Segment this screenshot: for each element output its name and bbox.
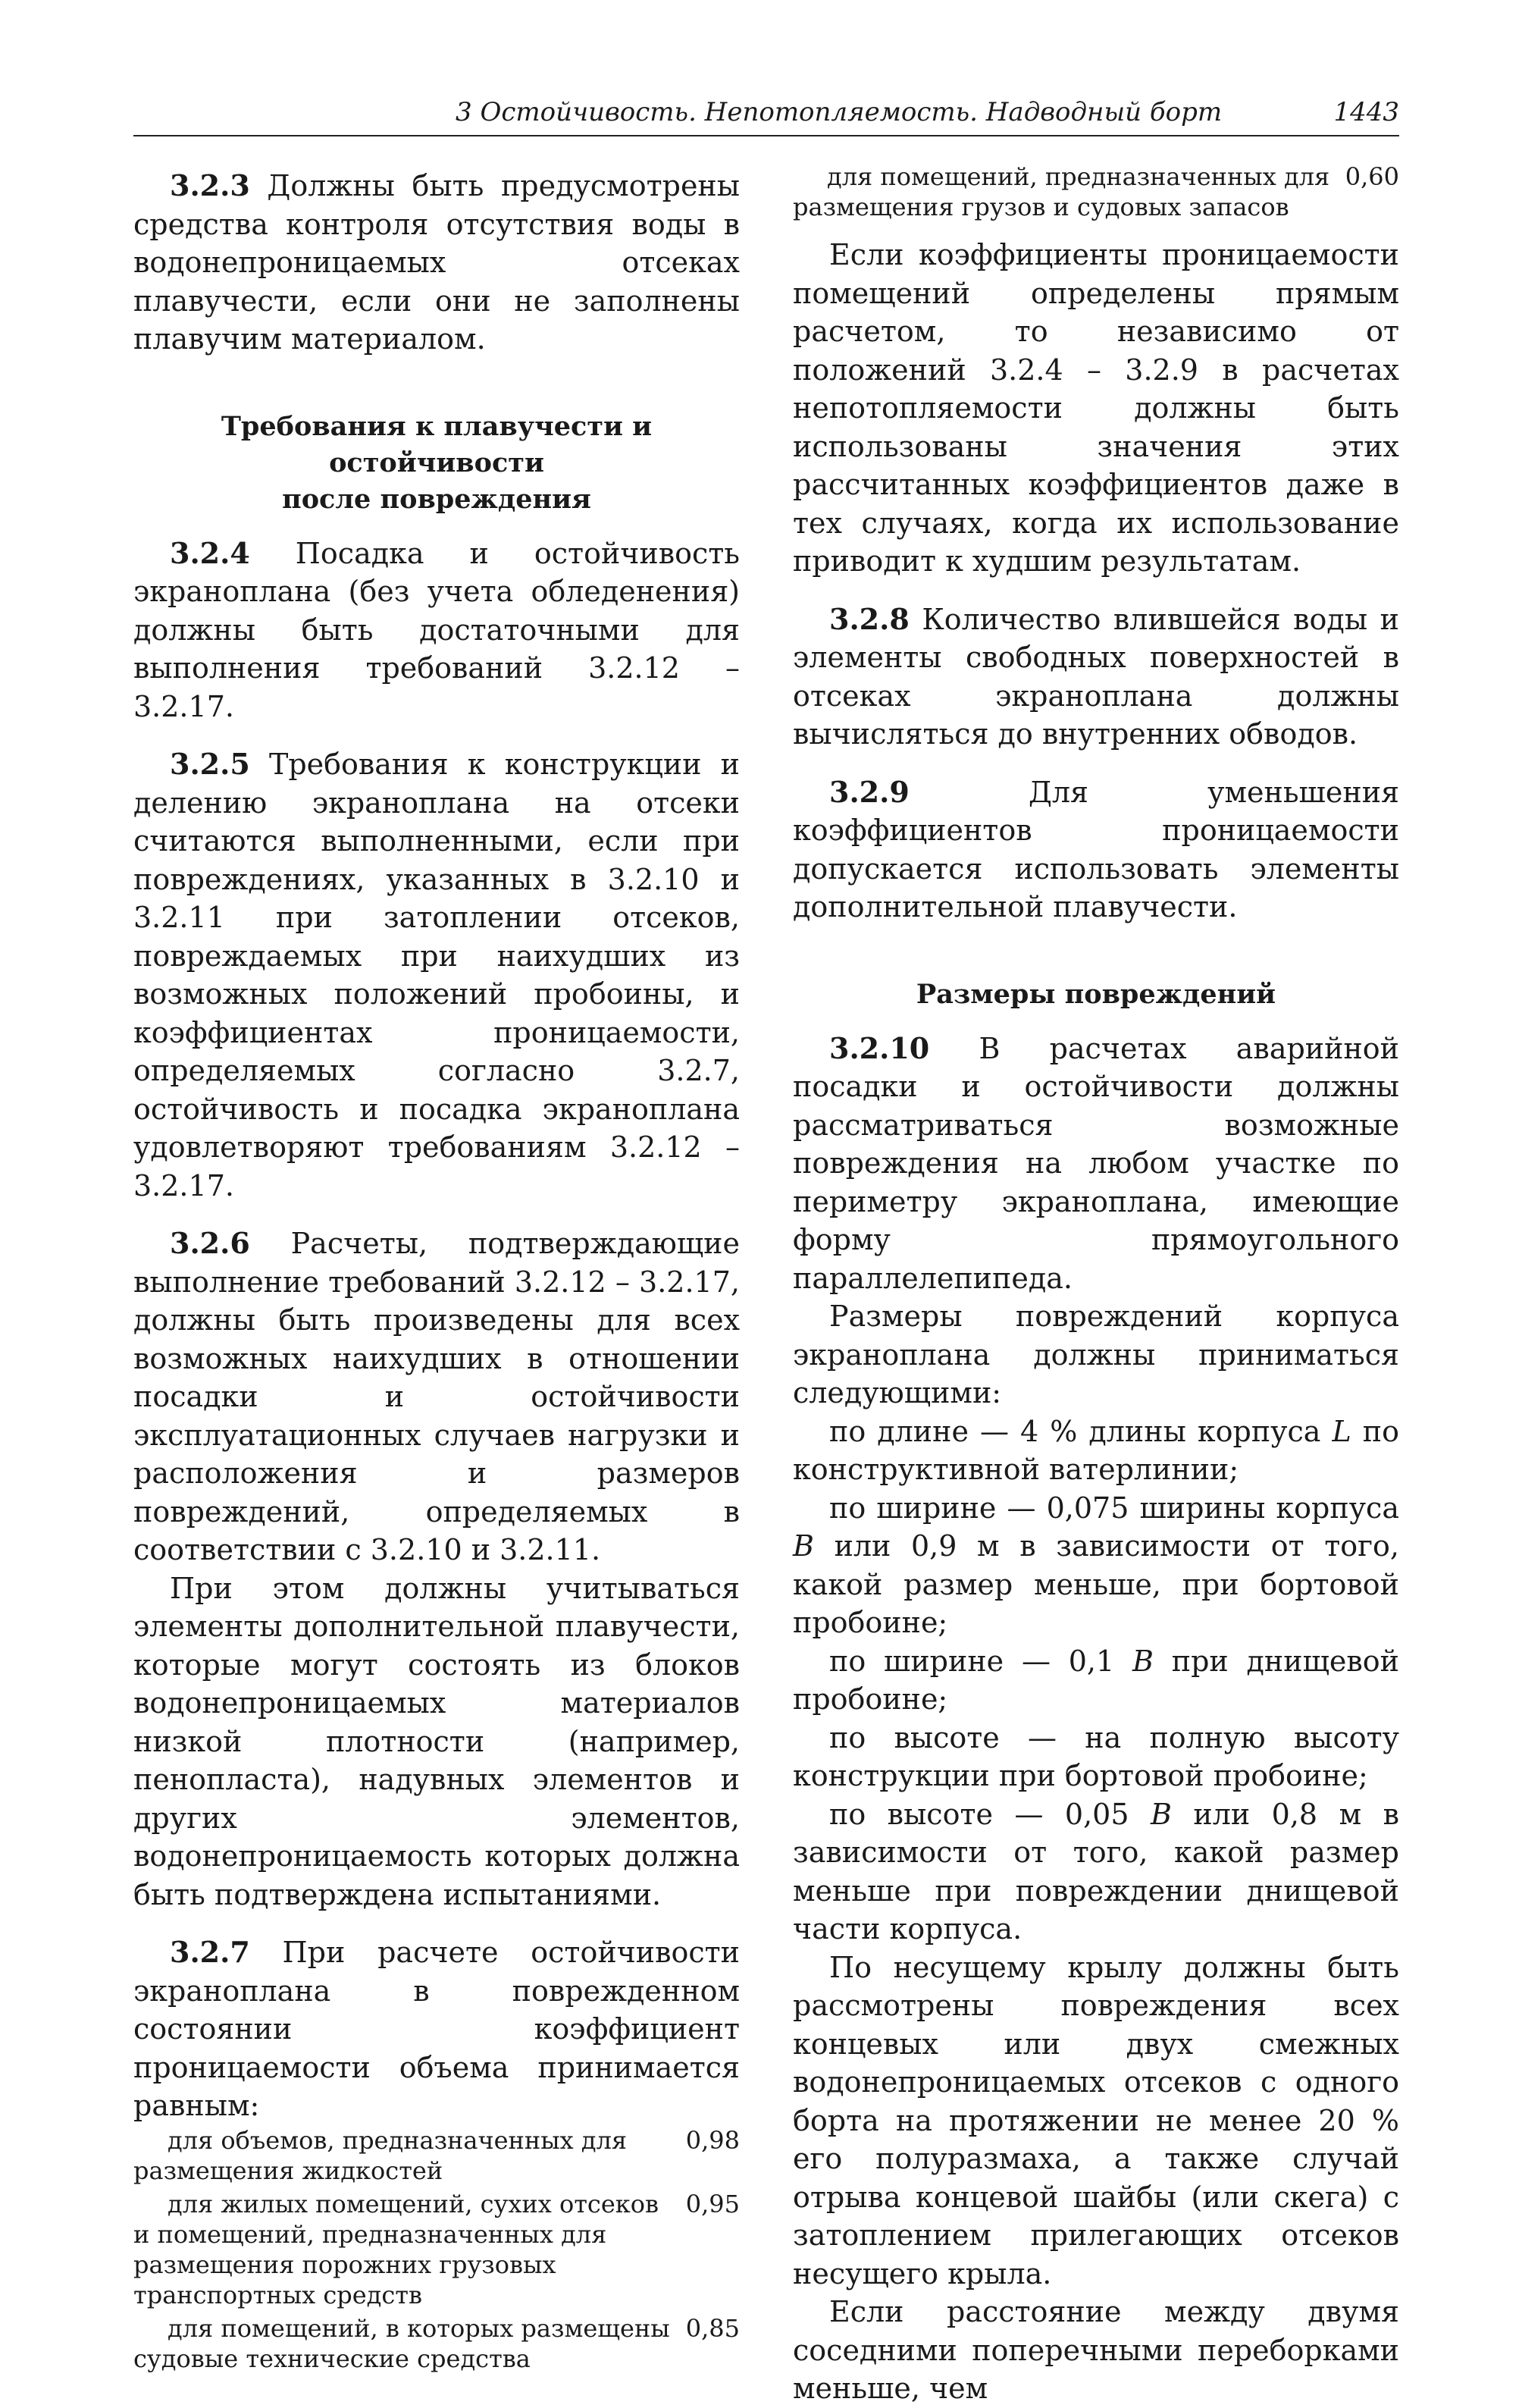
- dimension-width-bottom: по ширине — 0,1 B при днищевой пробоине;: [793, 1644, 1400, 1716]
- paragraph-3-2-3: 3.2.3 Должны быть предусмотрены средства контроля отсутствия воды в водонепроницаемых отсеках плавучести, если они не заполнены плавучим материалом.: [133, 168, 740, 356]
- dimension-height-bottom: по высоте — 0,05 B или 0,8 м в зависимости от того, какой размер меньше при повреждении днищевой части корпуса.: [793, 1797, 1399, 1946]
- paragraph-3-2-7: 3.2.7 При расчете остойчивости экраноплана в поврежденном состоянии коэффициент проницаемости объема принимается равным:: [133, 1935, 740, 2122]
- paragraph-wing-damage: По несущему крылу должны быть рассмотрены повреждения всех концевых или двух смежных водонепроницаемых отсеков с одного борта на протяжении не менее 20 % его полуразмаха, а также случай отрыва концевой шайбы (или скега) с затоплением прилегающих отсеков несущего крыла.: [793, 1950, 1399, 2290]
- dimension-height-side: по высоте — на полную высоту конструкции при бортовой пробоине;: [793, 1720, 1399, 1792]
- section-heading-damage-dimensions: Размеры повреждений: [916, 978, 1276, 1010]
- coefficient-value: 0,98: [685, 2125, 740, 2155]
- paragraph-3-2-7-continued: Если коэффициенты проницаемости помещений определены прямым расчетом, то независимо от положений 3.2.4 – 3.2.9 в расчетах непотопляемости должны быть использованы значения этих рассчитанных коэффициентов даже в тех случаях, когда их использование приводит к худшим результатам.: [793, 238, 1399, 578]
- paragraph-3-2-6-continued: При этом должны учитываться элементы дополнительной плавучести, которые могут состоять из блоков водонепроницаемых материалов низкой плотности (например, пенопласта), надувных элементов и других элементов, водонепроницаемость которых должна быть подтверждена испытаниями.: [133, 1571, 740, 1911]
- permeability-coefficients-list-continued: [793, 161, 1399, 222]
- dimension-length: по длине — 4 % длины корпуса L по конструктивной ватерлинии;: [793, 1414, 1400, 1486]
- coefficient-value: 0,95: [685, 2189, 740, 2218]
- paragraph-3-2-10: 3.2.10 В расчетах аварийной посадки и остойчивости должны рассматриваться возможные повреждения на любом участке по периметру экраноплана, имеющие форму прямоугольного параллелепипеда.: [793, 1030, 1399, 1295]
- paragraph-3-2-4: 3.2.4 Посадка и остойчивость экраноплана (без учета обледенения) должны быть достаточными для выполнения требований 3.2.12 – 3.2.17.: [133, 535, 740, 723]
- section-heading-damage-stability: Требования к плавучести и остойчивости после повреждения: [221, 410, 653, 515]
- damage-dimensions-intro: Размеры повреждений корпуса экраноплана должны приниматься следующими:: [793, 1300, 1399, 1409]
- paragraph-3-2-6: 3.2.6 Расчеты, подтверждающие выполнение требований 3.2.12 – 3.2.17, должны быть произведены для всех возможных наихудших в отношении посадки и остойчивости эксплуатационных случаев нагрузки и расположения и размеров повреждений, определяемых в соответствии с 3.2.10 и 3.2.11.: [133, 1226, 740, 1566]
- coefficient-value: 0,60: [1345, 162, 1399, 191]
- page-number: 1443: [1333, 97, 1399, 127]
- chapter-title: 3 Остойчивость. Непотопляемость. Надводный борт: [456, 97, 1223, 127]
- right-column: [793, 161, 1399, 2408]
- left-column: [133, 167, 740, 2374]
- running-header: [133, 97, 1399, 136]
- coefficient-row: для жилых помещений, сухих отсеков и помещений, предназначенных для размещения порожних грузовых транспортных средств 0,95: [133, 2189, 740, 2309]
- dimension-width-side: по ширине — 0,075 ширины корпуса B или 0,9 м в зависимости от того, какой размер меньше, при бортовой пробоине;: [793, 1491, 1399, 1639]
- paragraph-bulkhead-distance: Если расстояние между двумя соседними поперечными переборками меньше, чем: [793, 2295, 1399, 2405]
- coefficient-row: для помещений, предназначенных для размещения грузов и судовых запасов 0,60: [793, 162, 1399, 221]
- coefficient-row: для объемов, предназначенных для размещения жидкостей 0,98: [133, 2125, 740, 2185]
- paragraph-3-2-9: 3.2.9 Для уменьшения коэффициентов проницаемости допускается использовать элементы дополнительной плавучести.: [793, 774, 1399, 923]
- paragraph-3-2-5: 3.2.5 Требования к конструкции и делению экраноплана на отсеки считаются выполненными, если при повреждениях, указанных в 3.2.10 и 3.2.11 при затоплении отсеков, повреждаемых при наихудших из возможных положений пробоины, и коэффициентах проницаемости, определяемых согласно 3.2.7, остойчивость и посадка экраноплана удовлетворяют требованиям 3.2.12 – 3.2.17.: [133, 747, 740, 1202]
- permeability-coefficients-list: [133, 2125, 740, 2374]
- coefficient-value: 0,85: [685, 2313, 740, 2343]
- paragraph-3-2-8: 3.2.8 Количество влившейся воды и элементы свободных поверхностей в отсеках экраноплана должны вычисляться до внутренних обводов.: [793, 601, 1399, 751]
- coefficient-row: для помещений, в которых размещены судовые технические средства 0,85: [133, 2313, 740, 2373]
